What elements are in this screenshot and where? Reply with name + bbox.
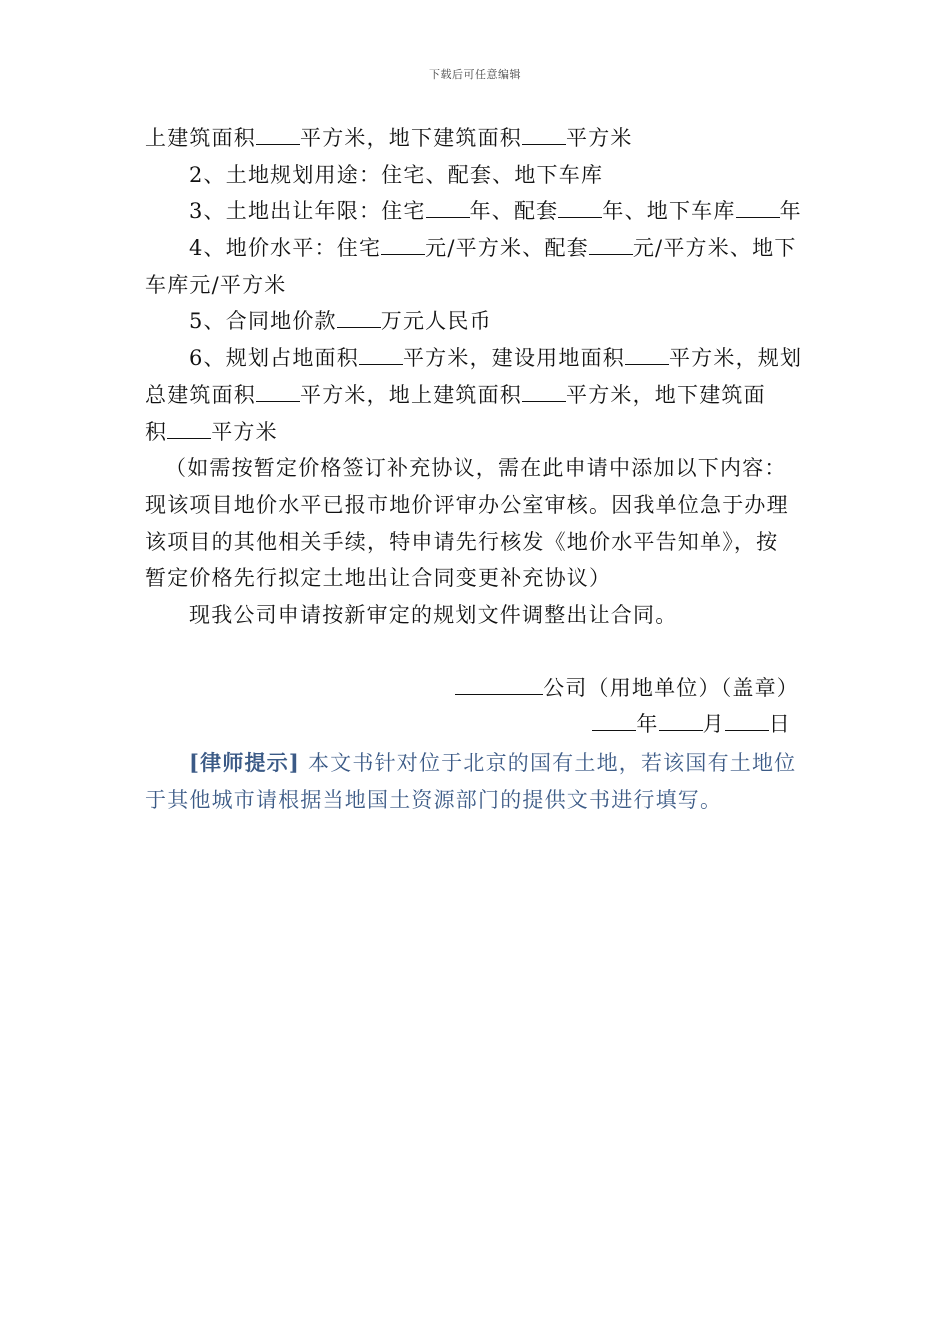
text-line [145, 414, 807, 451]
text-segment: 现我公司申请按新审定的规划文件调整出让合同。 [189, 602, 678, 627]
fill-blank[interactable] [167, 420, 211, 439]
fill-blank[interactable] [426, 199, 470, 218]
text-segment: 元/平方米、配套 [425, 236, 589, 261]
month-blank[interactable] [659, 712, 703, 731]
text-segment: 暂定价格先行拟定土地出让合同变更补充协议） [145, 566, 612, 591]
fill-blank[interactable] [522, 383, 566, 402]
text-line [145, 377, 807, 414]
text-line [145, 120, 807, 157]
fill-blank[interactable] [337, 309, 381, 328]
text-segment: 年、配套 [469, 199, 559, 224]
fill-blank[interactable] [736, 199, 780, 218]
day-label: 日 [768, 712, 791, 737]
text-segment: 平方米 [211, 419, 278, 444]
fill-blank[interactable] [256, 126, 300, 145]
year-label: 年 [636, 712, 659, 737]
text-line [145, 597, 807, 634]
text-segment: 该项目的其他相关手续，特申请先行核发《地价水平告知单》，按 [145, 529, 779, 554]
fill-blank[interactable] [522, 126, 566, 145]
fill-blank[interactable] [381, 236, 425, 255]
text-line [145, 230, 807, 267]
text-segment: 现该项目地价水平已报市地价评审办公室审核。因我单位急于办理 [145, 492, 789, 517]
text-segment: 总建筑面积 [145, 382, 256, 407]
fill-blank[interactable] [256, 383, 300, 402]
text-line [145, 157, 807, 194]
text-line [145, 340, 807, 377]
text-segment: 年 [779, 199, 802, 224]
signature-company-label: 公司（用地单位）（盖章） [543, 675, 799, 700]
text-segment: 平方米 [566, 126, 633, 150]
company-name-blank[interactable] [455, 676, 543, 695]
spacer [145, 634, 807, 670]
text-segment: 平方米，规划 [668, 346, 803, 371]
text-segment: 5、合同地价款 [189, 309, 337, 334]
lawyer-tip-line [145, 782, 807, 819]
text-segment: 元/平方米、地下 [632, 236, 797, 261]
lawyer-tip-text: 于其他城市请根据当地国土资源部门的提供文书进行填写。 [145, 787, 723, 812]
text-segment: 3、土地出让年限：住宅 [189, 199, 426, 224]
lawyer-tip-text: 本文书针对位于北京的国有土地，若该国有土地位 [307, 751, 797, 775]
document-body [145, 120, 807, 818]
text-segment: 4、地价水平：住宅 [189, 236, 382, 261]
text-segment: 年、地下车库 [602, 199, 736, 224]
text-line [145, 267, 807, 304]
page-header: 下载后可任意编辑 [429, 68, 521, 81]
text-segment: 平方米，地上建筑面积 [300, 382, 522, 407]
signature-date-line [145, 706, 807, 743]
text-segment: 万元人民币 [380, 309, 492, 334]
text-line [145, 560, 807, 597]
text-segment: （如需按暂定价格签订补充协议，需在此申请中添加以下内容： [165, 456, 787, 481]
fill-blank[interactable] [625, 346, 669, 365]
text-segment: 平方米，地下建筑面积 [300, 126, 522, 150]
lawyer-tip-line [145, 745, 807, 782]
text-segment: 2、土地规划用途：住宅、配套、地下车库 [189, 162, 604, 187]
text-line [145, 303, 807, 340]
signature-company-line [145, 670, 807, 707]
fill-blank[interactable] [359, 346, 403, 365]
day-blank[interactable] [725, 712, 769, 731]
text-segment: 平方米，地下建筑面 [566, 382, 766, 407]
text-segment: 平方米，建设用地面积 [402, 346, 625, 371]
text-segment: 积 [145, 419, 168, 444]
text-line [145, 524, 807, 561]
lawyer-tip-label: [律师提示] [189, 750, 301, 775]
text-segment: 车库元/平方米 [145, 272, 287, 297]
fill-blank[interactable] [589, 236, 633, 255]
text-line [145, 487, 807, 524]
year-blank[interactable] [592, 712, 636, 731]
text-segment: 6、规划占地面积 [189, 346, 359, 371]
text-segment: 上建筑面积 [145, 126, 256, 150]
month-label: 月 [702, 712, 725, 737]
text-line [145, 450, 807, 487]
fill-blank[interactable] [558, 199, 602, 218]
text-line [145, 193, 807, 230]
